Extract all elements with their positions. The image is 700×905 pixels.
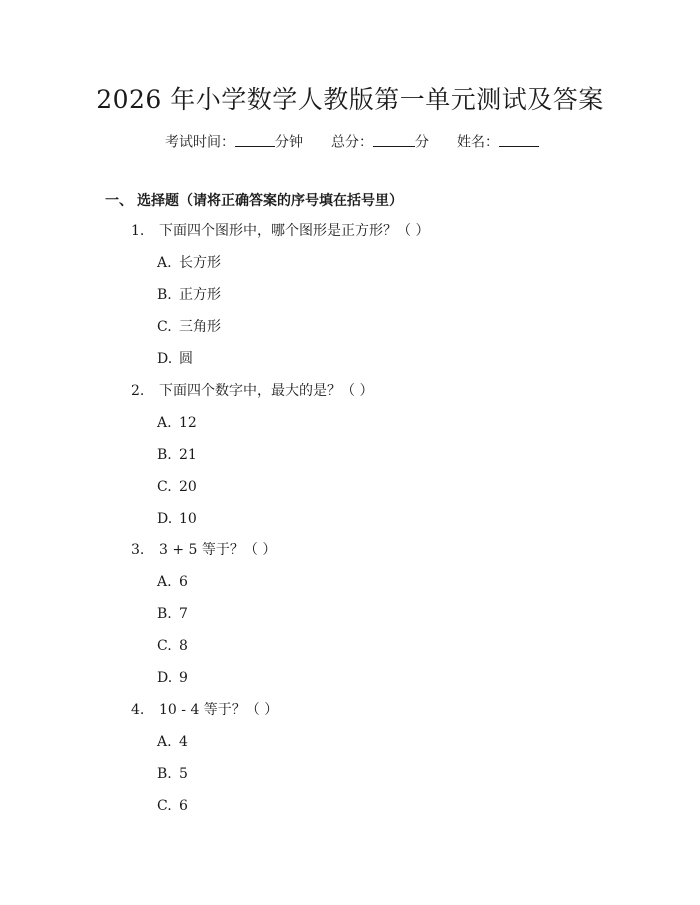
option-text: 21: [179, 447, 197, 463]
option-2a: [157, 414, 197, 432]
question-text: 下面四个图形中，哪个图形是正方形？（ ）: [159, 223, 430, 239]
option-text: 20: [179, 479, 197, 495]
option-4b: [157, 765, 188, 783]
option-text: 6: [179, 798, 188, 814]
question-1: [131, 222, 429, 240]
option-text: 正方形: [179, 287, 221, 303]
option-text: 4: [179, 734, 188, 750]
option-letter: A.: [157, 734, 172, 750]
total-score-unit: 分: [415, 134, 429, 151]
option-1c: [157, 318, 221, 336]
question-text: 10 - 4 等于？（ ）: [159, 702, 279, 718]
option-3d: [157, 669, 188, 687]
option-text: 9: [179, 670, 188, 686]
option-2d: [157, 510, 197, 528]
question-2: [131, 382, 373, 400]
section-number: 一、: [105, 193, 133, 209]
option-letter: B.: [157, 606, 172, 622]
section-title: 选择题（请将正确答案的序号填在括号里）: [137, 193, 403, 209]
exam-time-label: 考试时间：: [165, 134, 235, 151]
question-text: 3 + 5 等于？（ ）: [159, 542, 277, 558]
exam-time-blank: [235, 131, 275, 147]
option-letter: A.: [157, 415, 172, 431]
exam-time-unit: 分钟: [275, 134, 303, 151]
total-score-blank: [373, 131, 415, 147]
section-heading: [105, 190, 403, 210]
option-3a: [157, 573, 188, 591]
student-name-blank: [499, 131, 539, 147]
option-text: 7: [179, 606, 188, 622]
option-letter: C.: [157, 638, 172, 654]
question-4: [131, 701, 278, 719]
total-score-field: [331, 131, 429, 152]
total-score-label: 总分：: [331, 134, 373, 151]
option-2c: [157, 478, 197, 496]
option-1a: [157, 254, 221, 272]
exam-time-field: [165, 131, 303, 152]
option-letter: B.: [157, 447, 172, 463]
question-number: 4.: [131, 702, 145, 718]
option-text: 长方形: [179, 255, 221, 271]
question-3: [131, 541, 276, 559]
option-text: 6: [179, 574, 188, 590]
option-4a: [157, 733, 188, 751]
question-number: 3.: [131, 542, 145, 558]
option-1d: [157, 350, 193, 368]
page-title: 2026 年小学数学人教版第一单元测试及答案: [96, 85, 604, 114]
option-letter: C.: [157, 319, 172, 335]
option-letter: D.: [157, 511, 173, 527]
option-letter: B.: [157, 287, 172, 303]
option-4c: [157, 797, 188, 815]
option-text: 10: [179, 511, 197, 527]
option-letter: A.: [157, 255, 172, 271]
question-text: 下面四个数字中，最大的是？（ ）: [159, 383, 374, 399]
option-letter: D.: [157, 670, 173, 686]
option-text: 圆: [179, 351, 193, 367]
option-letter: C.: [157, 479, 172, 495]
option-letter: D.: [157, 351, 173, 367]
option-3c: [157, 637, 188, 655]
option-letter: B.: [157, 766, 172, 782]
option-text: 三角形: [179, 319, 221, 335]
option-3b: [157, 605, 188, 623]
option-text: 12: [179, 415, 197, 431]
option-letter: A.: [157, 574, 172, 590]
option-2b: [157, 446, 197, 464]
option-text: 8: [179, 638, 188, 654]
student-name-field: [457, 131, 539, 152]
option-text: 5: [179, 766, 188, 782]
option-letter: C.: [157, 798, 172, 814]
exam-meta: [165, 131, 539, 152]
question-number: 1.: [131, 223, 145, 239]
student-name-label: 姓名：: [457, 134, 499, 151]
question-number: 2.: [131, 383, 145, 399]
option-1b: [157, 286, 221, 304]
